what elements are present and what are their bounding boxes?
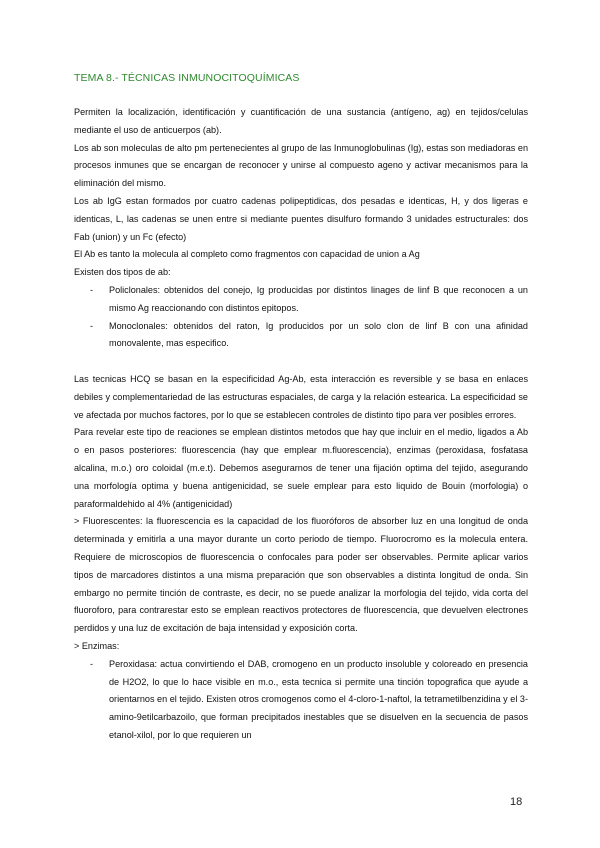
list-item: - Policlonales: obtenidos del conejo, Ig producidas por distintos linages de linf B que reconocen a un mismo Ag reaccionando con distintos epitopos. — [74, 282, 528, 318]
paragraph: > Enzimas: — [74, 640, 120, 651]
paragraph: Las tecnicas HCQ se basan en la especificidad Ag-Ab, esta interacción es reversible y se basa en enlaces debiles y complementariedad de las estructuras espaciales, de carga y la relación estearica. La especificidad se ve afectada por muchos factores, por lo que se establecen controles de distinto tipo para ver posibles errores. — [74, 373, 528, 420]
antibody-types-list — [74, 282, 528, 353]
page-number: 18 — [510, 796, 523, 808]
list-item: - Peroxidasa: actua convirtiendo el DAB, cromogeno en un producto insoluble y coloreado en presencia de H2O2, lo que lo hace visible en m.o., esta tecnica si permite una tinción topografica que ayude a orientarnos en el tejido. Existen otros cromogenos como el 4-cloro-1-naftol, la tetrametilbenzidina y el 3-amino-9etilcarbazoilo, que forman precipitados inestables que se disuelven en la secuencia de pasos etanol-xilol, por lo que requieren un — [74, 656, 528, 745]
paragraph: El Ab es tanto la molecula al completo como fragmentos con capacidad de union a Ag — [74, 249, 420, 260]
section-title: TEMA 8.- TÉCNICAS INMUNOCITOQUÍMICAS — [74, 72, 300, 84]
paragraph: Los ab son moleculas de alto pm pertenecientes al grupo de las Inmunoglobulinas (Ig), estas son mediadoras en procesos inmunes que se encargan de reconocer y unirse al compuesto ageno y activar mecanismos para la eliminación del mismo. — [74, 142, 528, 189]
paragraph: Existen dos tipos de ab: — [74, 267, 171, 278]
list-item: - Monoclonales: obtenidos del raton, Ig producidos por un solo clon de linf B con una afinidad monovalente, mas especifico. — [74, 318, 528, 354]
paragraph: Los ab IgG estan formados por cuatro cadenas polipeptidicas, dos pesadas e identicas, H, y dos ligeras e identicas, L, las cadenas se unen entre si mediante puentes disulfuro formando 3 unidades estructurales: dos Fab (union) y un Fc (efecto) — [74, 195, 528, 242]
paragraph: > Fluorescentes: la fluorescencia es la capacidad de los fluoróforos de absorber luz en una longitud de onda determinada y emitirla a una mayor durante un corto periodo de tiempo. Fluorocromo es la molecula entera. Requiere de microscopios de fluorescencia o confocales para poder ser observables. Permite aplicar varios tipos de marcadores distintos a una misma preparación que son observables a distinta longitud de onda. Sin embargo no permite tinción de contraste, es decir, no se puede analizar la morfologia del tejido, vida corta del fluoroforo, para contrarestar esto se emplean reactivos protectores de fluorescencia, que devuelven electrones perdidos y una luz de excitación de baja intensidad y exposición corta. — [74, 516, 528, 634]
paragraph: Para revelar este tipo de reaciones se emplean distintos metodos que hay que incluir en el medio, ligados a Ab o en pasos posteriores: fluorescencia (hay que emplear m.fluorescencia), enzimas (peroxidasa, fosfatasa alcalina, m.o.) oro coloidal (m.e.t). Debemos asegurarnos de tener una fijación optima del tejido, asegurando una morfología optima y buena antigenicidad, se suele emplear para esto liquido de Bouin (morfologia) o paraformaldehido al 4% (antigenicidad) — [74, 427, 528, 509]
paragraph: Permiten la localización, identificación y cuantificación de una sustancia (antígeno, ag) en tejidos/celulas mediante el uso de anticuerpos (ab). — [74, 107, 528, 135]
enzymes-list — [74, 656, 528, 745]
spacer — [74, 353, 528, 371]
document-body — [74, 104, 528, 745]
